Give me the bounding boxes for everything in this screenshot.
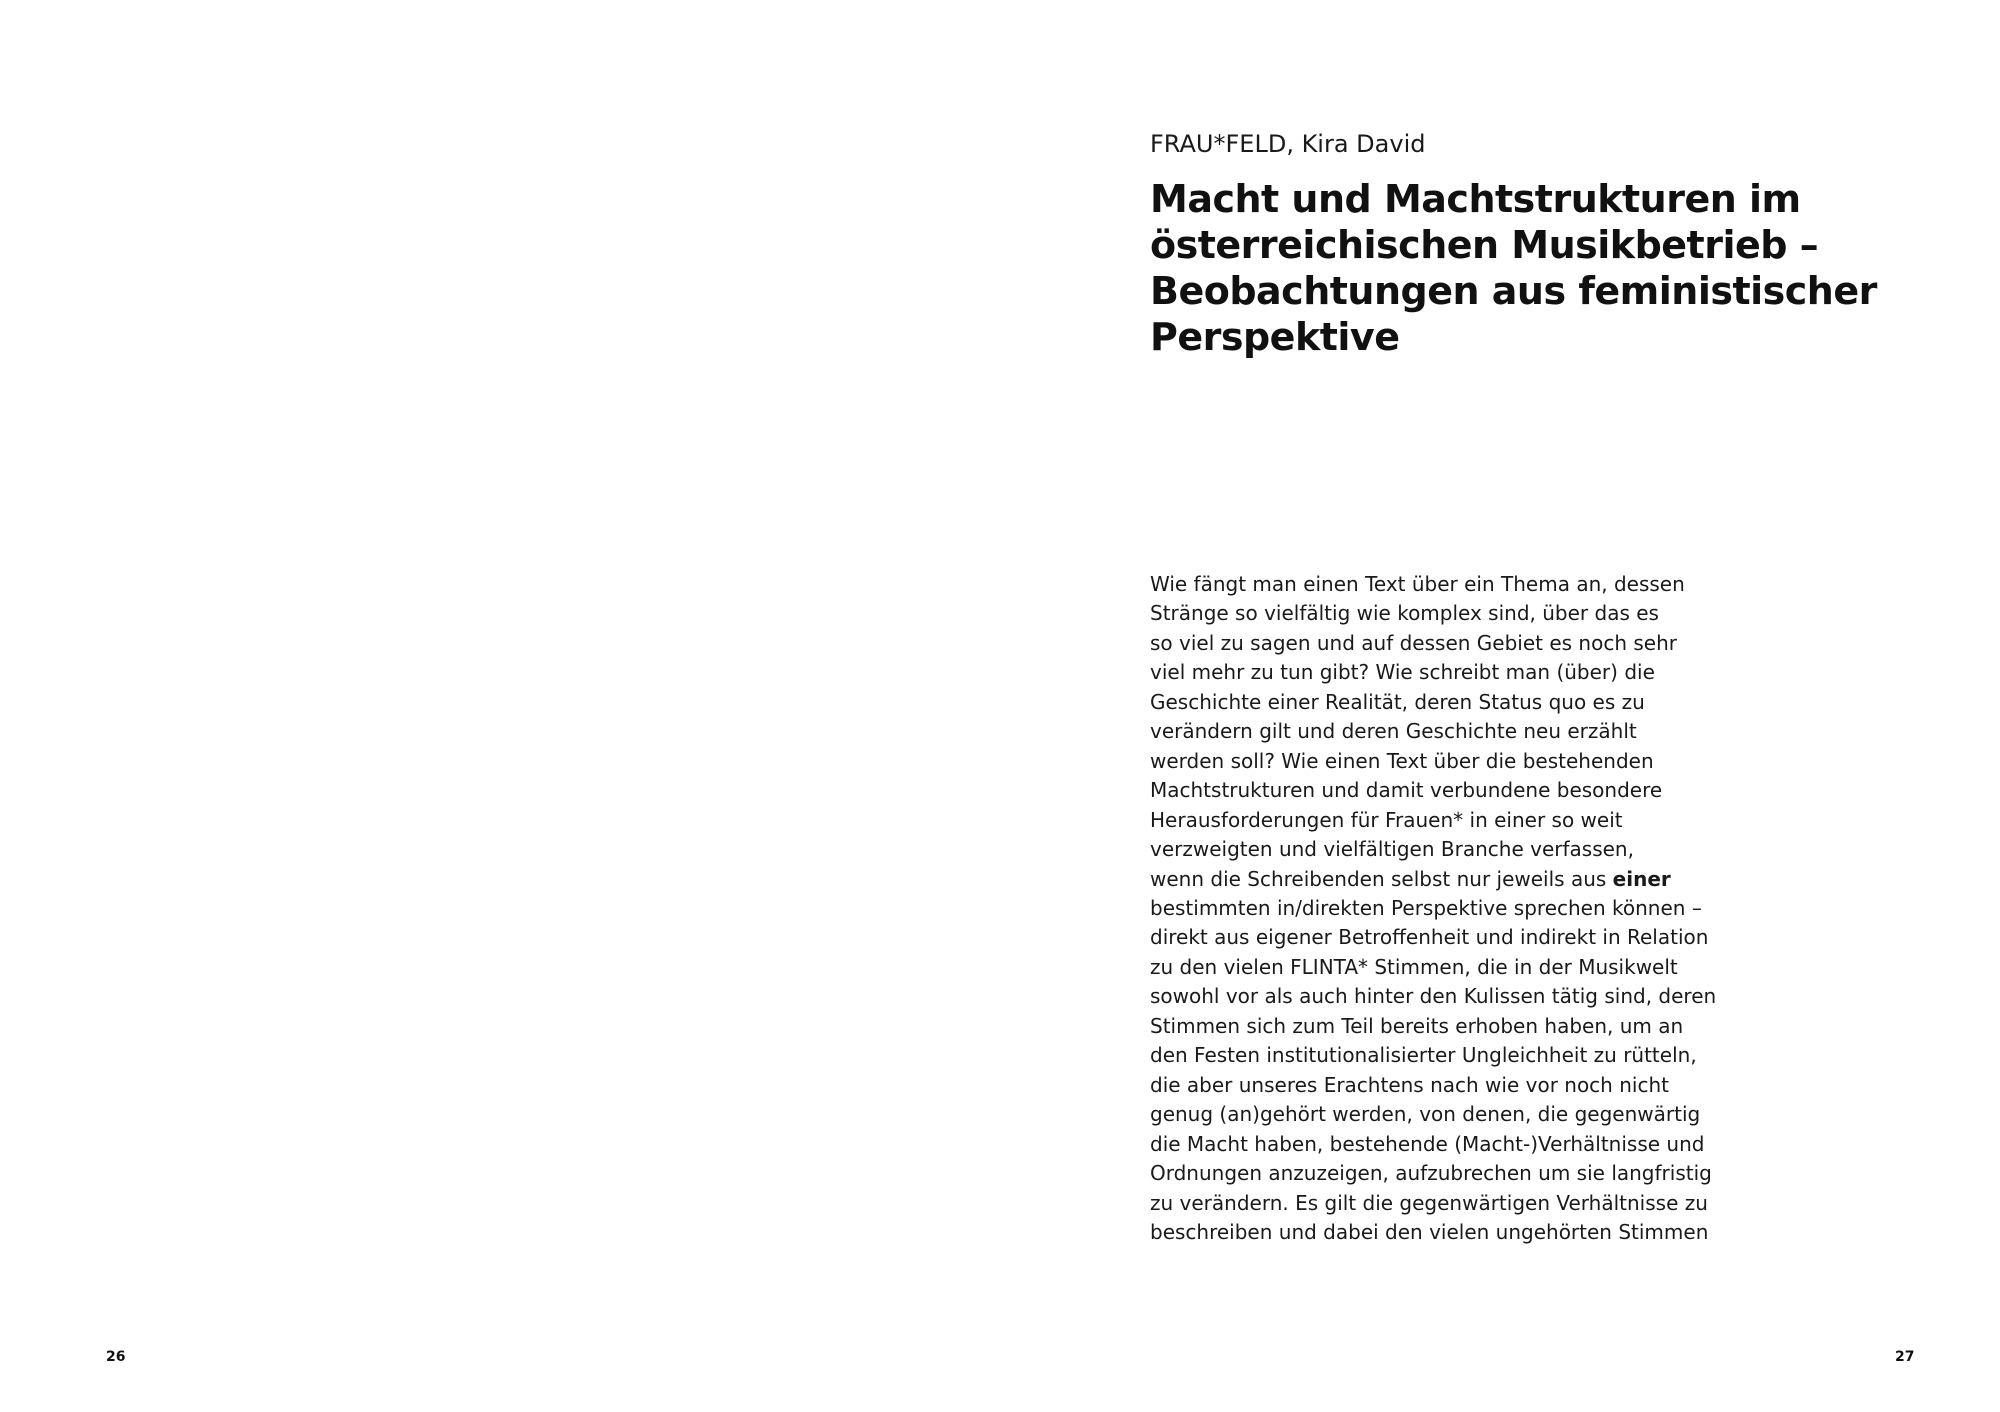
body-line: verzweigten und vielfältigen Branche verfassen, [1150,837,1634,862]
page-number-right: 27 [1895,1349,1915,1365]
body-line: sowohl vor als auch hinter den Kulissen tätig sind, deren [1150,984,1717,1009]
body-line: Herausforderungen für Frauen* in einer so weit [1150,807,1623,832]
body-line: viel mehr zu tun gibt? Wie schreibt man (über) die [1150,660,1655,685]
body-text [1150,570,1850,1247]
body-line-part: wenn die Schreibenden selbst nur jeweils aus [1150,866,1613,891]
body-line: Wie fängt man einen Text über ein Thema an, dessen [1150,572,1685,596]
emphasis-word: einer [1612,866,1671,891]
title-line: Perspektive [1150,315,1400,359]
body-line-with-emphasis [1150,865,1850,894]
body-line: zu den vielen FLINTA* Stimmen, die in der Musikwelt [1150,954,1678,979]
body-line: Machtstrukturen und damit verbundene besondere [1150,778,1663,803]
title-line: Beobachtungen aus feministischer [1150,269,1877,313]
body-line: beschreiben und dabei den vielen ungehörten Stimmen [1150,1219,1709,1244]
body-line: Stimmen sich zum Teil bereits erhoben haben, um an [1150,1013,1684,1038]
author-line: FRAU*FELD, Kira David [1150,130,1426,158]
body-line: den Festen institutionalisierter Ungleichheit zu rütteln, [1150,1043,1697,1068]
body-line: direkt aus eigener Betroffenheit und indirekt in Relation [1150,925,1709,950]
body-line: werden soll? Wie einen Text über die bestehenden [1150,748,1654,773]
body-line: verändern gilt und deren Geschichte neu erzählt [1150,719,1637,744]
article-title [1150,176,1950,360]
body-line: Stränge so vielfältig wie komplex sind, über das es [1150,601,1659,626]
body-line: bestimmten in/direkten Perspektive sprechen können – [1150,895,1702,920]
page-number-left: 26 [106,1349,126,1365]
body-line: die aber unseres Erachtens nach wie vor noch nicht [1150,1072,1669,1097]
body-line: genug (an)gehört werden, von denen, die gegenwärtig [1150,1102,1701,1127]
right-page [1000,0,2000,1412]
body-line: Ordnungen anzuzeigen, aufzubrechen um sie langfristig [1150,1161,1712,1186]
body-line: zu verändern. Es gilt die gegenwärtigen Verhältnisse zu [1150,1190,1708,1215]
body-line: die Macht haben, bestehende (Macht-)Verhältnisse und [1150,1131,1705,1156]
title-line: österreichischen Musikbetrieb – [1150,223,1819,267]
body-line: Geschichte einer Realität, deren Status quo es zu [1150,689,1645,714]
title-line: Macht und Machtstrukturen im [1150,177,1801,221]
body-line: so viel zu sagen und auf dessen Gebiet es noch sehr [1150,630,1677,655]
